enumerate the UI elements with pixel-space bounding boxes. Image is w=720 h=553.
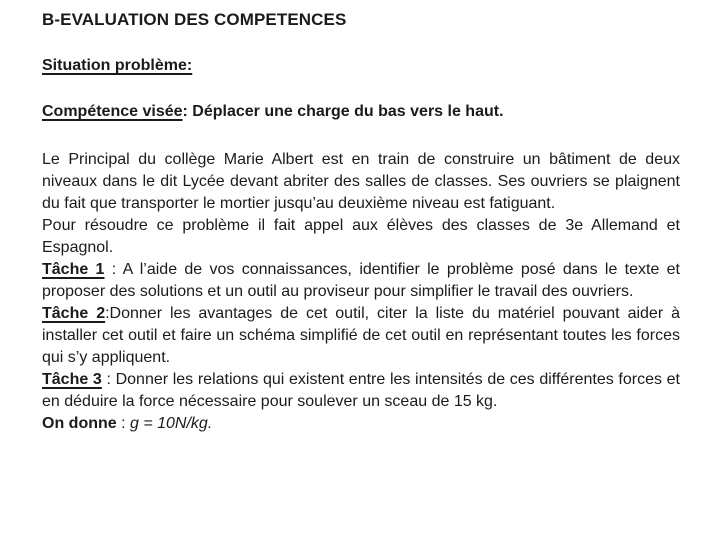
paragraph-tache-3	[42, 369, 680, 413]
paragraph-tache-1	[42, 259, 680, 303]
competence-text: : Déplacer une charge du bas vers le haut.	[182, 103, 504, 120]
paragraph-on-donne	[42, 413, 680, 435]
body-text	[42, 149, 680, 435]
tache-1-label: Tâche 1	[42, 261, 105, 278]
paragraph-intro: Le Principal du collège Marie Albert est en train de construire un bâtiment de deux niveaux dans le dit Lycée devant abriter des salles de classes. Ses ouvriers se plaignent du fait que transporter le mortier jusqu’au deuxième niveau est fatiguant.	[42, 151, 680, 212]
tache-3-text: : Donner les relations qui existent entre les intensités de ces différentes forces et en déduire la force nécessaire pour soulever un sceau de 15 kg.	[42, 371, 680, 410]
tache-2-label: Tâche 2	[42, 305, 106, 322]
on-donne-formula: g = 10N/kg.	[130, 415, 213, 432]
on-donne-separator: :	[116, 415, 130, 432]
on-donne-label: On donne	[42, 415, 117, 432]
document-title: B-EVALUATION DES COMPETENCES	[42, 10, 347, 29]
paragraph-resolution: Pour résoudre ce problème il fait appel aux élèves des classes de 3e Allemand et Espagnol.	[42, 217, 680, 256]
competence-line	[42, 101, 680, 123]
paragraph-tache-2	[42, 303, 680, 369]
tache-3-label: Tâche 3	[42, 371, 102, 388]
competence-label: Compétence visée	[42, 103, 183, 120]
situation-heading-line	[42, 55, 680, 77]
tache-2-text: :Donner les avantages de cet outil, citer la liste du matériel pouvant aider à installer cet outil et faire un schéma simplifié de cet outil en représentant toutes les forces qui s’y appliquent.	[42, 305, 680, 366]
situation-heading: Situation problème:	[42, 57, 193, 74]
tache-1-text: : A l’aide de vos connaissances, identifier le problème posé dans le texte et proposer des solutions et un outil au proviseur pour simplifier le travail des ouvriers.	[42, 261, 680, 300]
